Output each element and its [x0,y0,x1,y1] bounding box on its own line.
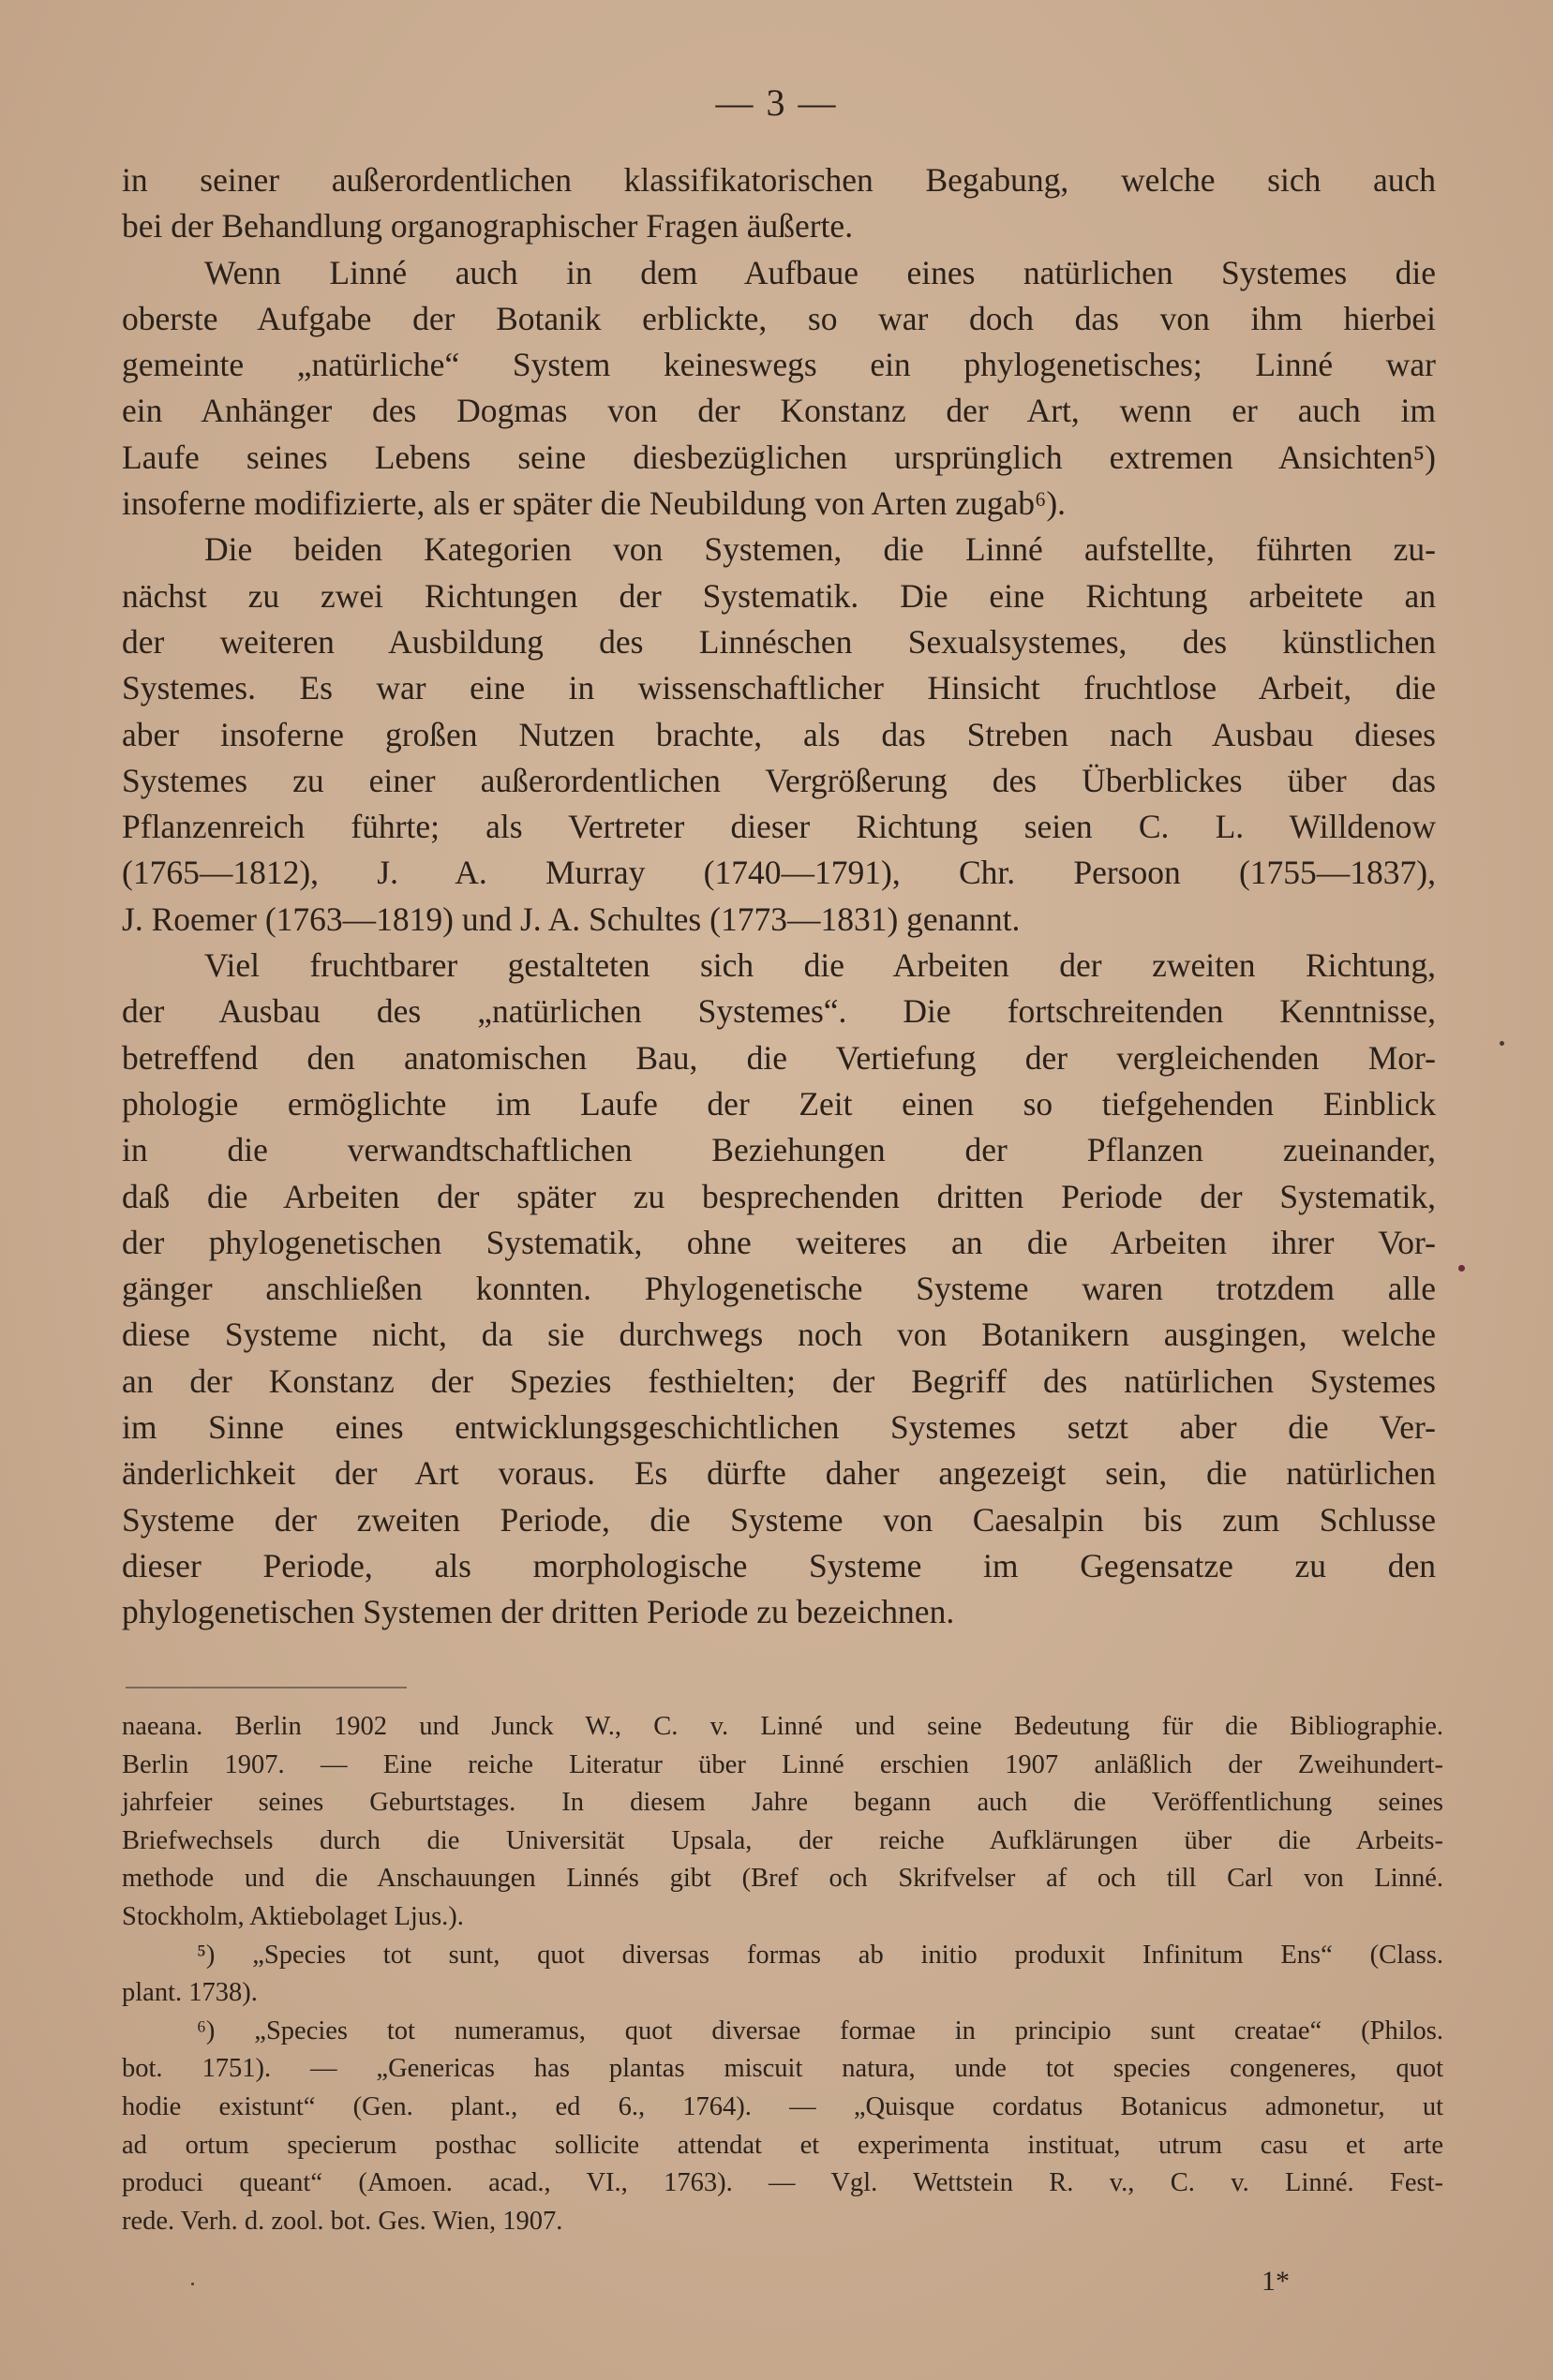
text-line: oberste Aufgabe der Botanik erblickte, so war doch das von ihm hierbei [122,299,1436,337]
text-line: Die beiden Kategorien von Systemen, die Linné aufstellte, führten zu- [204,530,1436,569]
text-line: Systeme der zweiten Periode, die Systeme von Caesalpin bis zum Schlusse [122,1500,1436,1539]
text-line: gänger anschließen konnten. Phylogenetische Systeme waren trotzdem alle [122,1270,1436,1308]
text-line: der Ausbau des „natürlichen Systemes“. Die fortschreitenden Kenntnisse, [122,992,1436,1031]
footnote-divider [126,1687,407,1688]
footnote-line: hodie existunt“ (Gen. plant., ed 6., 1764). — „Quisque cordatus Botanicus admonetur, ut [122,2091,1443,2121]
text-line: in die verwandtschaftlichen Beziehungen der Pflanzen zueinander, [122,1131,1436,1169]
footnote-line: rede. Verh. d. zool. bot. Ges. Wien, 1907. [122,2206,563,2236]
footnote-line: jahrfeier seines Geburtstages. In diesem Jahre begann auch die Veröffentlichung seines [122,1788,1443,1818]
text-line: änderlichkeit der Art voraus. Es dürfte daher angezeigt sein, die natürlichen [122,1454,1436,1493]
text-line: daß die Arbeiten der später zu besprechenden dritten Periode der Systematik, [122,1177,1436,1215]
footnote-line: ⁵) „Species tot sunt, quot diversas formas ab initio produxit Infinitum Ens“ (Class. [197,1940,1443,1970]
footnote-line: Berlin 1907. — Eine reiche Literatur über Linné erschien 1907 anläßlich der Zweihundert- [122,1749,1443,1779]
footnote-line: Stockholm, Aktiebolaget Ljus.). [122,1901,464,1931]
footnote-line: naeana. Berlin 1902 und Junck W., C. v. Linné und seine Bedeutung für die Bibliographie. [122,1712,1443,1741]
text-line: der weiteren Ausbildung des Linnéschen Sexualsystemes, des künstlichen [122,622,1436,661]
footnote-line: bot. 1751). — „Genericas has plantas miscuit natura, unde tot species congeneres, quot [122,2054,1443,2084]
text-line: insoferne modifizierte, als er später die Neubildung von Arten zugab⁶). [122,484,1067,523]
footnote-line: methode und die Anschauungen Linnés gibt (Bref och Skrifvelser af och till Carl von Linné. [122,1864,1443,1894]
text-line: an der Konstanz der Spezies festhielten; der Begriff des natürlichen Systemes [122,1361,1436,1400]
text-line: bei der Behandlung organographischer Fragen äußerte. [122,207,854,245]
margin-speck [1458,1265,1465,1272]
footnote-line: ad ortum specierum posthac sollicite attendat et experimenta instituat, utrum casu et arte [122,2130,1443,2160]
text-line: der phylogenetischen Systematik, ohne weiteres an die Arbeiten ihrer Vor- [122,1223,1436,1261]
page-number: — 3 — [715,82,838,124]
text-line: Systemes zu einer außerordentlichen Vergrößerung des Überblickes über das [122,761,1436,799]
footnotes [122,1708,1443,2240]
text-line: ein Anhänger des Dogmas von der Konstanz der Art, wenn er auch im [122,392,1436,430]
signature-mark: 1* [1262,2266,1290,2297]
text-line: gemeinte „natürliche“ System keineswegs ein phylogenetisches; Linné war [122,346,1436,384]
body-text [122,157,1436,1636]
margin-speck [1500,1041,1504,1046]
footnote-line: produci queant“ (Amoen. acad., VI., 1763). — Vgl. Wettstein R. v., C. v. Linné. Fest- [122,2168,1443,2198]
text-line: Pflanzenreich führte; als Vertreter dieser Richtung seien C. L. Willdenow [122,808,1436,846]
text-line: phylogenetischen Systemen der dritten Periode zu bezeichnen. [122,1593,955,1631]
text-line: Wenn Linné auch in dem Aufbaue eines natürlichen Systemes die [204,253,1436,291]
text-line: Viel fruchtbarer gestalteten sich die Arbeiten der zweiten Richtung, [204,946,1436,985]
text-line: in seiner außerordentlichen klassifikatorischen Begabung, welche sich auch [122,161,1436,199]
text-line: Laufe seines Lebens seine diesbezüglichen ursprünglich extremen Ansichten⁵) [122,438,1436,476]
text-line: diese Systeme nicht, da sie durchwegs noch von Botanikern ausgingen, welche [122,1316,1436,1354]
footnote-line: Briefwechsels durch die Universität Upsala, der reiche Aufklärungen über die Arbeits- [122,1825,1443,1855]
text-line: nächst zu zwei Richtungen der Systematik. Die eine Richtung arbeitete an [122,576,1436,615]
margin-speck [191,2283,194,2285]
text-line: J. Roemer (1763—1819) und J. A. Schultes (1773—1831) genannt. [122,900,1021,938]
text-line: im Sinne eines entwicklungsgeschichtlichen Systemes setzt aber die Ver- [122,1408,1436,1447]
text-line: phologie ermöglichte im Laufe der Zeit einen so tiefgehenden Einblick [122,1084,1436,1123]
text-line: (1765—1812), J. A. Murray (1740—1791), Chr. Persoon (1755—1837), [122,854,1436,892]
text-line: aber insoferne großen Nutzen brachte, als das Streben nach Ausbau dieses [122,715,1436,753]
text-line: Systemes. Es war eine in wissenschaftlicher Hinsicht fruchtlose Arbeit, die [122,669,1436,707]
footnote-line: plant. 1738). [122,1978,258,2008]
text-line: dieser Periode, als morphologische Systeme im Gegensatze zu den [122,1546,1436,1584]
text-line: betreffend den anatomischen Bau, die Vertiefung der vergleichenden Mor- [122,1038,1436,1077]
footnote-line: ⁶) „Species tot numeramus, quot diversae formae in principio sunt creatae“ (Philos. [197,2016,1443,2045]
